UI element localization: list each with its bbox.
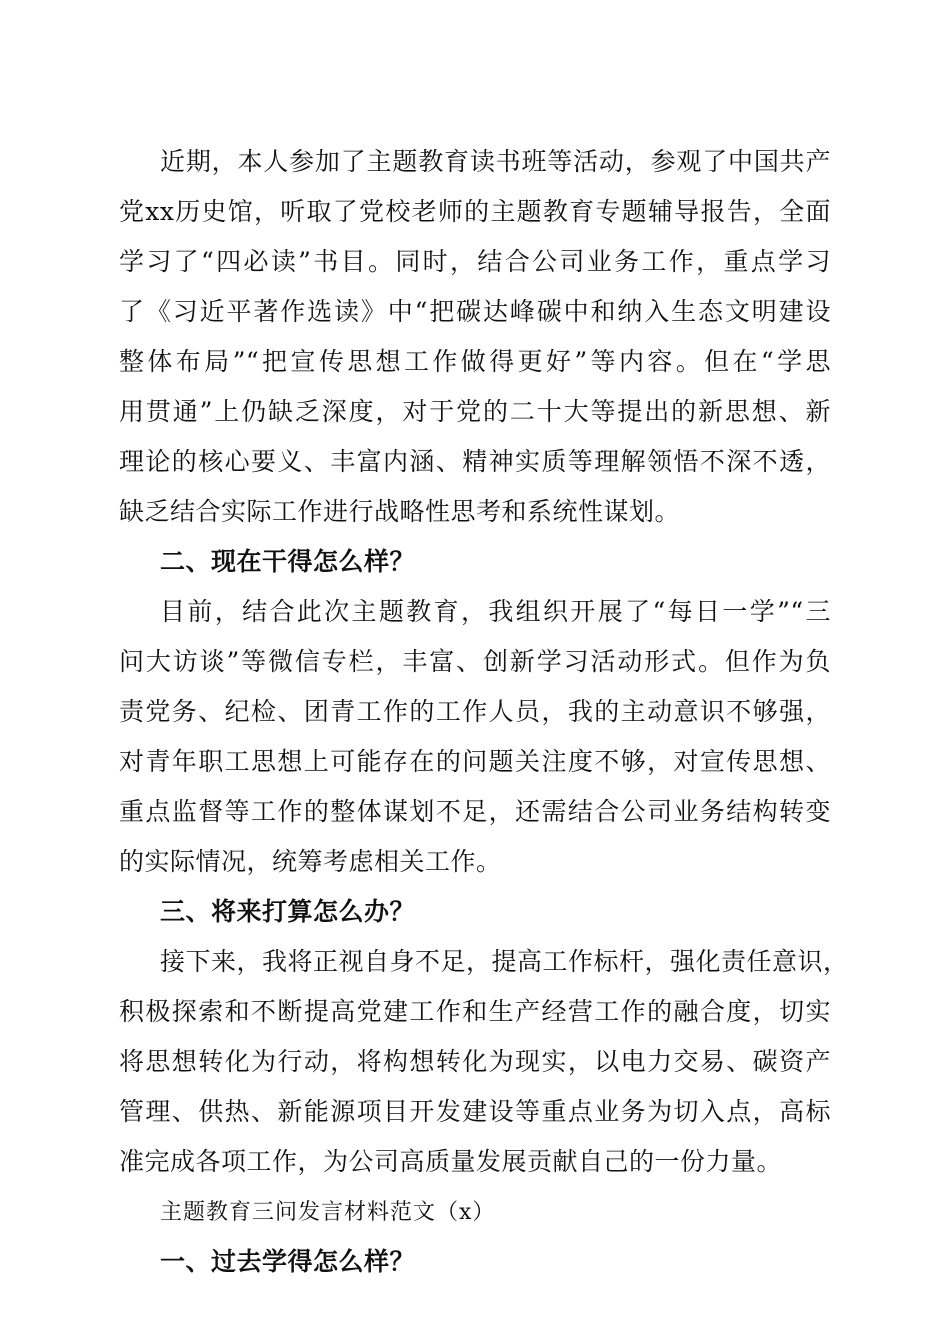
section2-heading: 二、现在干得怎么样？	[160, 547, 416, 576]
paragraph-line: 学习了“四必读”书目。同时，结合公司业务工作，重点学习	[119, 247, 831, 276]
paragraph-line: 管理、供热、新能源项目开发建设等重点业务为切入点，高标	[119, 1097, 831, 1126]
paragraph-line: 接下来，我将正视自身不足，提高工作标杆，强化责任意识，	[160, 947, 849, 976]
next-document-heading: 一、过去学得怎么样？	[160, 1247, 416, 1276]
paragraph-line: 党xx历史馆，听取了党校老师的主题教育专题辅导报告，全面	[119, 197, 831, 226]
paragraph-line: 的实际情况，统筹考虑相关工作。	[119, 847, 502, 876]
paragraph-line: 将思想转化为行动，将构想转化为现实，以电力交易、碳资产	[119, 1047, 831, 1076]
paragraph-line: 目前，结合此次主题教育，我组织开展了“每日一学”“三	[160, 597, 831, 626]
paragraph-line: 重点监督等工作的整体谋划不足，还需结合公司业务结构转变	[119, 797, 831, 826]
paragraph-line: 缺乏结合实际工作进行战略性思考和系统性谋划。	[119, 497, 681, 526]
paragraph-line: 理论的核心要义、丰富内涵、精神实质等理解领悟不深不透，	[119, 447, 831, 476]
section3-heading: 三、将来打算怎么办？	[160, 897, 416, 926]
paragraph-line: 责党务、纪检、团青工作的工作人员，我的主动意识不够强，	[119, 697, 831, 726]
paragraph-line: 准完成各项工作，为公司高质量发展贡献自己的一份力量。	[119, 1147, 783, 1176]
paragraph-line: 对青年职工思想上可能存在的问题关注度不够，对宣传思想、	[119, 747, 831, 776]
paragraph-line: 了《习近平著作选读》中“把碳达峰碳中和纳入生态文明建设	[119, 297, 831, 326]
paragraph-line: 问大访谈”等微信专栏，丰富、创新学习活动形式。但作为负	[119, 647, 831, 676]
paragraph-line: 整体布局”“把宣传思想工作做得更好”等内容。但在“学思	[119, 347, 831, 376]
paragraph-line: 用贯通”上仍缺乏深度，对于党的二十大等提出的新思想、新	[119, 397, 831, 426]
paragraph-line: 积极探索和不断提高党建工作和生产经营工作的融合度，切实	[119, 997, 831, 1026]
paragraph-line: 近期，本人参加了主题教育读书班等活动，参观了中国共产	[160, 147, 831, 176]
next-document-title: 主题教育三问发言材料范文（x）	[160, 1200, 496, 1225]
